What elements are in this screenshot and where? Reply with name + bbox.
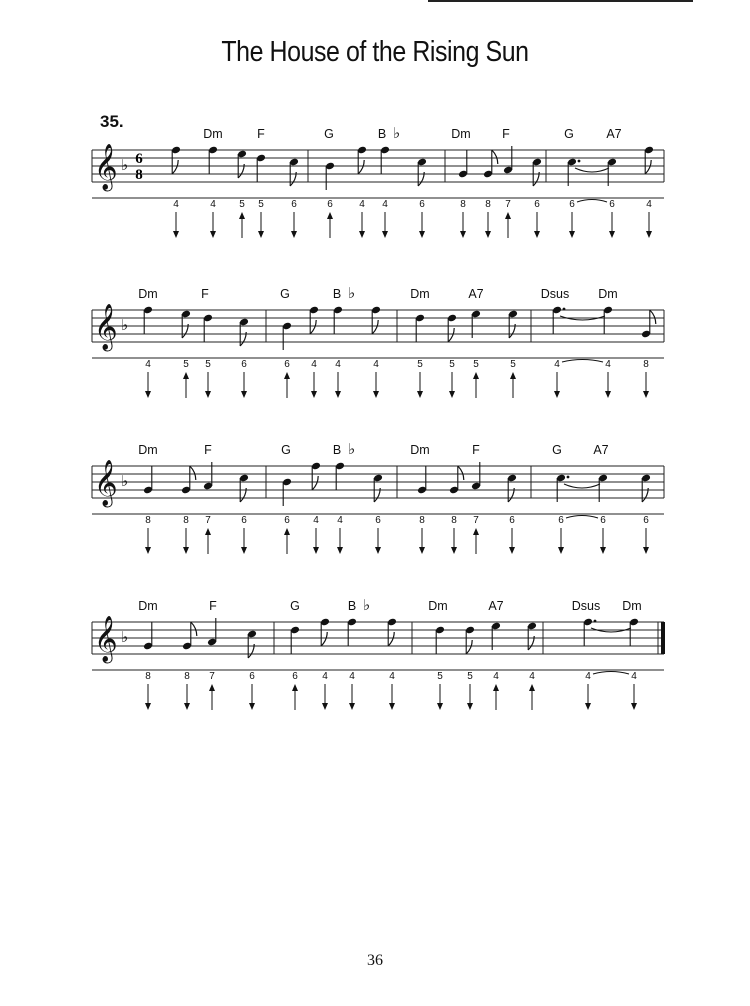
note-flag xyxy=(492,150,498,164)
hole-number: 4 xyxy=(210,199,216,210)
chord-symbol: A7 xyxy=(593,443,609,457)
chord-symbol: Dm xyxy=(622,599,642,613)
hole-number: 4 xyxy=(646,199,652,210)
chord-symbol: Dm xyxy=(451,127,471,141)
treble-clef-icon: 𝄞 xyxy=(94,616,118,662)
hole-number: 6 xyxy=(241,515,247,526)
tie-arc xyxy=(564,484,600,488)
song-title: The House of the Rising Sun xyxy=(221,36,529,68)
draw-arrow-icon xyxy=(558,547,564,554)
chord-symbol: Dsus xyxy=(540,287,570,301)
hole-number: 6 xyxy=(284,515,290,526)
hole-number: 4 xyxy=(382,199,388,210)
tie-arc xyxy=(575,168,609,172)
note-flag xyxy=(190,466,196,480)
tab-tie-arc xyxy=(562,360,603,363)
flat-sign: ♭ xyxy=(348,440,356,458)
chord-symbol: B xyxy=(332,287,342,301)
blow-arrow-icon xyxy=(239,212,245,219)
note-flag xyxy=(388,632,394,646)
key-signature-flat: ♭ xyxy=(121,472,129,490)
draw-arrow-icon xyxy=(210,231,216,238)
draw-arrow-icon xyxy=(173,231,179,238)
draw-arrow-icon xyxy=(311,391,317,398)
hole-number: 4 xyxy=(145,359,151,370)
draw-arrow-icon xyxy=(145,703,151,710)
chord-symbol: A7 xyxy=(488,599,504,613)
draw-arrow-icon xyxy=(605,391,611,398)
blow-arrow-icon xyxy=(493,684,499,691)
draw-arrow-icon xyxy=(291,231,297,238)
staff-svg xyxy=(0,118,750,248)
staff-system-4 xyxy=(0,590,750,720)
hole-number: 4 xyxy=(585,671,591,682)
chord-symbol: G xyxy=(552,443,562,457)
hole-number: 8 xyxy=(451,515,457,526)
blow-arrow-icon xyxy=(183,372,189,379)
hole-number: 5 xyxy=(473,359,479,370)
draw-arrow-icon xyxy=(359,231,365,238)
note-flag xyxy=(321,632,327,646)
blow-arrow-icon xyxy=(209,684,215,691)
blow-arrow-icon xyxy=(327,212,333,219)
hole-number: 6 xyxy=(292,671,298,682)
draw-arrow-icon xyxy=(335,391,341,398)
hole-number: 4 xyxy=(529,671,535,682)
hole-number: 4 xyxy=(337,515,343,526)
draw-arrow-icon xyxy=(609,231,615,238)
note-flag xyxy=(448,328,454,342)
blow-arrow-icon xyxy=(284,528,290,535)
chord-symbol: B xyxy=(332,443,342,457)
note-flag xyxy=(466,640,472,654)
hole-number: 7 xyxy=(505,199,511,210)
draw-arrow-icon xyxy=(145,391,151,398)
draw-arrow-icon xyxy=(417,391,423,398)
staff-svg xyxy=(0,278,750,408)
chord-symbol: Dsus xyxy=(571,599,601,613)
hole-number: 6 xyxy=(600,515,606,526)
staff-system-2 xyxy=(0,278,750,408)
treble-clef-icon: 𝄞 xyxy=(94,144,118,190)
draw-arrow-icon xyxy=(631,703,637,710)
hole-number: 4 xyxy=(389,671,395,682)
hole-number: 8 xyxy=(183,515,189,526)
note-flag xyxy=(172,160,178,174)
chord-symbol: Dm xyxy=(410,443,430,457)
draw-arrow-icon xyxy=(569,231,575,238)
hole-number: 4 xyxy=(349,671,355,682)
blow-arrow-icon xyxy=(505,212,511,219)
hole-number: 6 xyxy=(419,199,425,210)
chord-symbol: A7 xyxy=(606,127,622,141)
hole-number: 8 xyxy=(184,671,190,682)
chord-symbol: F xyxy=(204,443,212,457)
hole-number: 4 xyxy=(631,671,637,682)
draw-arrow-icon xyxy=(349,703,355,710)
staff-svg xyxy=(0,590,750,720)
flat-sign: ♭ xyxy=(363,596,371,614)
chord-symbol: G xyxy=(280,287,290,301)
draw-arrow-icon xyxy=(241,391,247,398)
key-signature-flat: ♭ xyxy=(121,628,129,646)
hole-number: 6 xyxy=(643,515,649,526)
note-flag xyxy=(312,476,318,490)
final-barline-thick xyxy=(661,622,665,654)
chord-symbol: G xyxy=(324,127,334,141)
chord-symbol: F xyxy=(472,443,480,457)
staff-system-3 xyxy=(0,434,750,564)
time-signature-top: 6 xyxy=(135,151,143,167)
treble-clef-icon: 𝄞 xyxy=(94,304,118,350)
hole-number: 6 xyxy=(241,359,247,370)
chord-symbol: Dm xyxy=(410,287,430,301)
treble-clef-icon: 𝄞 xyxy=(94,460,118,506)
draw-arrow-icon xyxy=(183,547,189,554)
hole-number: 5 xyxy=(183,359,189,370)
blow-arrow-icon xyxy=(292,684,298,691)
chord-symbol: F xyxy=(502,127,510,141)
hole-number: 8 xyxy=(419,515,425,526)
draw-arrow-icon xyxy=(460,231,466,238)
hole-number: 4 xyxy=(313,515,319,526)
chord-symbol: Dm xyxy=(138,287,158,301)
draw-arrow-icon xyxy=(534,231,540,238)
chord-symbol: F xyxy=(209,599,217,613)
note-dot xyxy=(594,620,597,623)
draw-arrow-icon xyxy=(382,231,388,238)
draw-arrow-icon xyxy=(337,547,343,554)
hole-number: 7 xyxy=(209,671,215,682)
draw-arrow-icon xyxy=(451,547,457,554)
chord-symbol: A7 xyxy=(468,287,484,301)
draw-arrow-icon xyxy=(467,703,473,710)
chord-symbol: Dm xyxy=(138,443,158,457)
draw-arrow-icon xyxy=(449,391,455,398)
draw-arrow-icon xyxy=(509,547,515,554)
hole-number: 4 xyxy=(173,199,179,210)
draw-arrow-icon xyxy=(205,391,211,398)
song-number: 35. xyxy=(100,112,124,131)
draw-arrow-icon xyxy=(419,231,425,238)
chord-symbol: Dm xyxy=(203,127,223,141)
draw-arrow-icon xyxy=(249,703,255,710)
tab-tie-arc xyxy=(593,672,629,675)
hole-number: 5 xyxy=(417,359,423,370)
hole-number: 8 xyxy=(145,671,151,682)
hole-number: 4 xyxy=(554,359,560,370)
staff-system-1 xyxy=(0,118,750,248)
hole-number: 4 xyxy=(493,671,499,682)
chord-symbol: Dm xyxy=(428,599,448,613)
flat-sign: ♭ xyxy=(348,284,356,302)
draw-arrow-icon xyxy=(313,547,319,554)
draw-arrow-icon xyxy=(643,391,649,398)
hole-number: 6 xyxy=(249,671,255,682)
hole-number: 4 xyxy=(311,359,317,370)
hole-number: 5 xyxy=(467,671,473,682)
draw-arrow-icon xyxy=(485,231,491,238)
hole-number: 5 xyxy=(449,359,455,370)
hole-number: 7 xyxy=(473,515,479,526)
draw-arrow-icon xyxy=(585,703,591,710)
hole-number: 4 xyxy=(322,671,328,682)
hole-number: 6 xyxy=(509,515,515,526)
draw-arrow-icon xyxy=(437,703,443,710)
note-flag xyxy=(645,160,651,174)
hole-number: 7 xyxy=(205,515,211,526)
blow-arrow-icon xyxy=(473,528,479,535)
top-rule xyxy=(428,0,693,2)
draw-arrow-icon xyxy=(600,547,606,554)
hole-number: 4 xyxy=(605,359,611,370)
note-dot xyxy=(563,308,566,311)
note-flag xyxy=(650,310,656,324)
chord-symbol: G xyxy=(281,443,291,457)
note-flag xyxy=(310,320,316,334)
note-dot xyxy=(567,476,570,479)
draw-arrow-icon xyxy=(184,703,190,710)
hole-number: 4 xyxy=(373,359,379,370)
page-number: 36 xyxy=(367,952,383,969)
note-flag xyxy=(458,466,464,480)
hole-number: 6 xyxy=(284,359,290,370)
chord-symbol: Dm xyxy=(598,287,618,301)
hole-number: 8 xyxy=(485,199,491,210)
blow-arrow-icon xyxy=(529,684,535,691)
chord-symbol: G xyxy=(564,127,574,141)
hole-number: 5 xyxy=(437,671,443,682)
note-flag xyxy=(191,622,197,636)
hole-number: 6 xyxy=(569,199,575,210)
time-signature-bottom: 8 xyxy=(135,167,143,183)
key-signature-flat: ♭ xyxy=(121,156,129,174)
blow-arrow-icon xyxy=(510,372,516,379)
chord-symbol: Dm xyxy=(138,599,158,613)
note-dot xyxy=(578,160,581,163)
draw-arrow-icon xyxy=(375,547,381,554)
hole-number: 5 xyxy=(510,359,516,370)
chord-symbol: B xyxy=(377,127,387,141)
hole-number: 8 xyxy=(145,515,151,526)
draw-arrow-icon xyxy=(373,391,379,398)
draw-arrow-icon xyxy=(646,231,652,238)
blow-arrow-icon xyxy=(205,528,211,535)
hole-number: 8 xyxy=(643,359,649,370)
chord-symbol: F xyxy=(201,287,209,301)
draw-arrow-icon xyxy=(419,547,425,554)
hole-number: 8 xyxy=(460,199,466,210)
note-flag xyxy=(372,320,378,334)
draw-arrow-icon xyxy=(241,547,247,554)
key-signature-flat: ♭ xyxy=(121,316,129,334)
staff-svg xyxy=(0,434,750,564)
draw-arrow-icon xyxy=(643,547,649,554)
chord-symbol: B xyxy=(347,599,357,613)
hole-number: 6 xyxy=(291,199,297,210)
hole-number: 6 xyxy=(609,199,615,210)
draw-arrow-icon xyxy=(258,231,264,238)
flat-sign: ♭ xyxy=(393,124,401,142)
hole-number: 6 xyxy=(327,199,333,210)
hole-number: 4 xyxy=(335,359,341,370)
chord-symbol: F xyxy=(257,127,265,141)
tab-tie-arc xyxy=(577,200,607,203)
blow-arrow-icon xyxy=(284,372,290,379)
hole-number: 4 xyxy=(359,199,365,210)
hole-number: 6 xyxy=(558,515,564,526)
hole-number: 5 xyxy=(258,199,264,210)
hole-number: 6 xyxy=(534,199,540,210)
draw-arrow-icon xyxy=(389,703,395,710)
tab-tie-arc xyxy=(566,516,598,519)
note-flag xyxy=(358,160,364,174)
hole-number: 5 xyxy=(239,199,245,210)
chord-symbol: G xyxy=(290,599,300,613)
draw-arrow-icon xyxy=(554,391,560,398)
hole-number: 5 xyxy=(205,359,211,370)
draw-arrow-icon xyxy=(145,547,151,554)
hole-number: 6 xyxy=(375,515,381,526)
blow-arrow-icon xyxy=(473,372,479,379)
draw-arrow-icon xyxy=(322,703,328,710)
